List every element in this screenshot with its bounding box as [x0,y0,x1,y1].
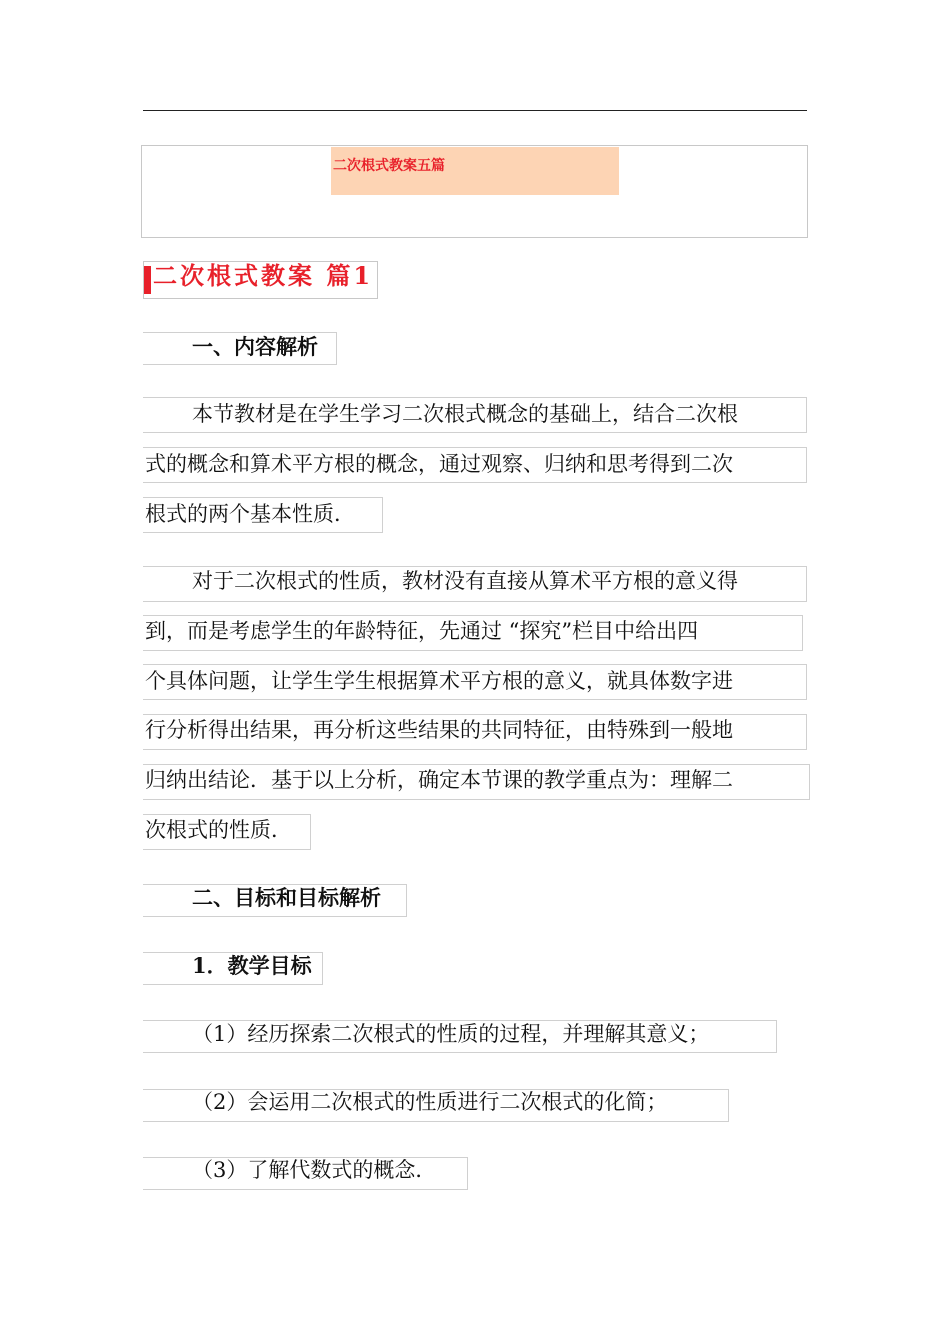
heading-goals: 二、目标和目标解析 [192,885,381,910]
paragraph-line: 归纳出结论．基于以上分析，确定本节课的教学重点为：理解二 [145,768,733,792]
paragraph-line: 对于二次根式的性质，教材没有直接从算术平方根的意义得 [192,569,738,593]
section-marker [144,266,151,294]
goal-item: （3）了解代数式的概念． [192,1158,437,1182]
paragraph-line: 个具体问题，让学生学生根据算术平方根的意义，就具体数字进 [145,669,733,693]
section-title: 二次根式教案 篇1 [153,261,374,290]
paragraph-line: 到，而是考虑学生的年龄特征，先通过 “探究”栏目中给出四 [145,619,699,643]
heading-teaching-goals: 1．教学目标 [192,953,312,978]
paragraph-line: 式的概念和算术平方根的概念，通过观察、归纳和思考得到二次 [145,452,733,476]
heading-content-analysis: 一、内容解析 [192,334,318,359]
paragraph-line: 行分析得出结果，再分析这些结果的共同特征，由特殊到一般地 [145,718,733,742]
goal-item: （1）经历探索二次根式的性质的过程，并理解其意义； [192,1022,710,1046]
paragraph-line: 本节教材是在学生学习二次根式概念的基础上，结合二次根 [192,402,738,426]
goal-item: （2）会运用二次根式的性质进行二次根式的化简； [192,1090,668,1114]
document-title: 二次根式教案五篇 [333,158,445,174]
paragraph-line: 根式的两个基本性质． [145,502,355,526]
paragraph-line: 次根式的性质． [145,818,292,842]
header-rule [143,110,807,111]
